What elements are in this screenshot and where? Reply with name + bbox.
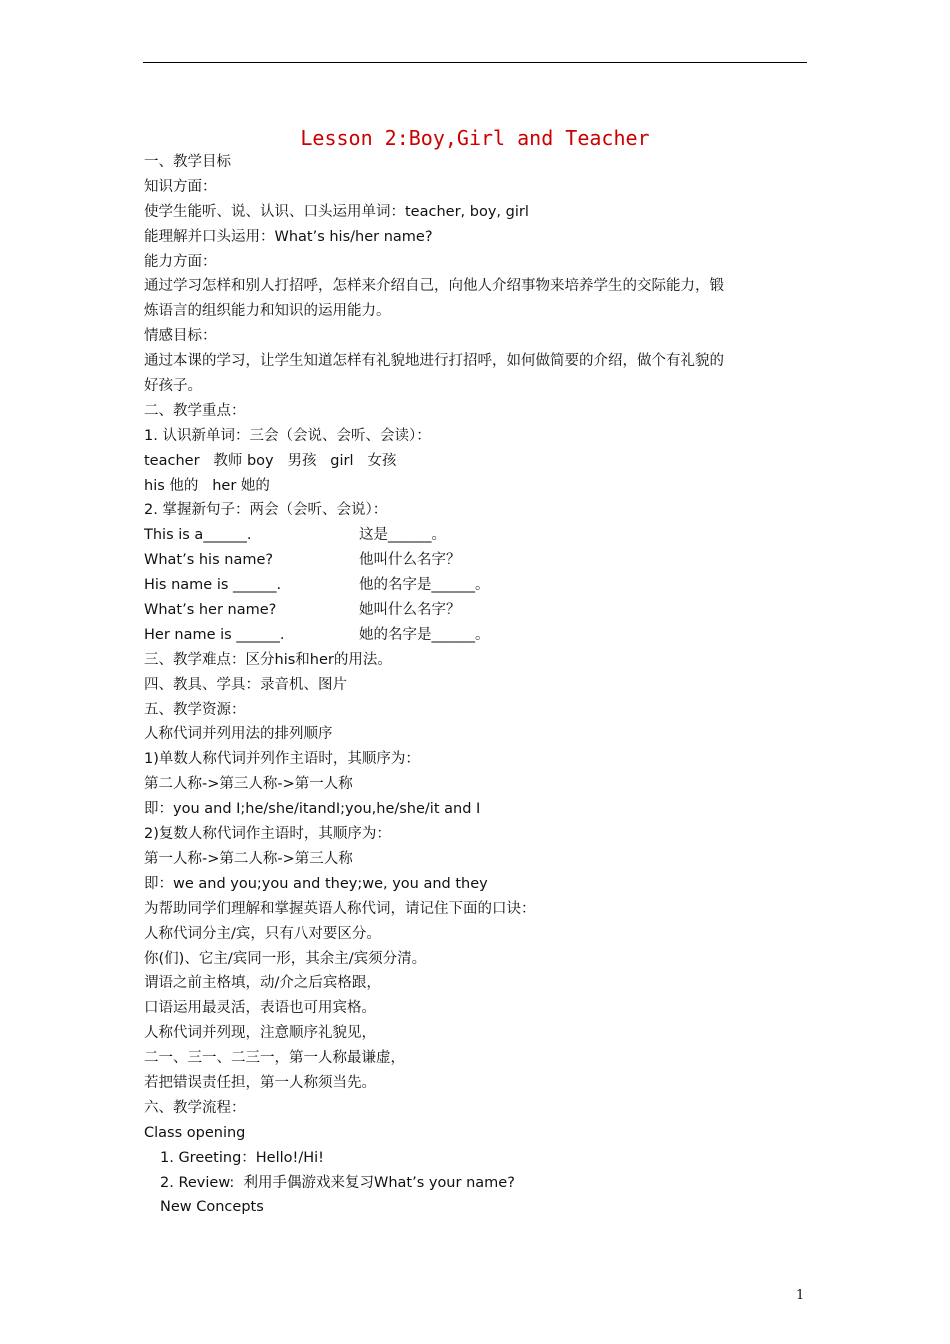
- text-line: his 他的 her 她的: [144, 477, 270, 494]
- text-line: teacher 教师 boy 男孩 girl 女孩: [144, 452, 397, 469]
- text-line: 使学生能听、说、认识、口头运用单词：teacher, boy, girl: [144, 203, 529, 220]
- text-line: Class opening: [144, 1124, 246, 1141]
- text-line: 知识方面：: [144, 178, 217, 195]
- text-line: 三、教学难点：区分his和her的用法。: [144, 651, 392, 668]
- sentence-row: [144, 598, 808, 623]
- sentence-en: What’s his name?: [144, 552, 274, 569]
- text-line: 1. Greeting：Hello!/Hi!: [160, 1149, 324, 1166]
- sentence-en: Her name is ______.: [144, 626, 285, 643]
- sentence-row: [144, 623, 808, 648]
- text-line: 通过本课的学习，让学生知道怎样有礼貌地进行打招呼，如何做简要的介绍，做个有礼貌的: [144, 353, 724, 370]
- text-line: 为帮助同学们理解和掌握英语人称代词，请记住下面的口诀：: [144, 900, 536, 917]
- text-line: 情感目标：: [144, 328, 217, 345]
- text-line: 1)单数人称代词并列作主语时，其顺序为：: [144, 751, 420, 768]
- text-line: 若把错误责任担，第一人称须当先。: [144, 1074, 376, 1091]
- text-line: 人称代词并列现，注意顺序礼貌见，: [144, 1025, 376, 1042]
- text-line: 能力方面：: [144, 253, 217, 270]
- text-line: 二一、三一、二三一，第一人称最谦虚，: [144, 1050, 405, 1067]
- text-line: 六、教学流程：: [144, 1099, 246, 1116]
- text-line: 即：we and you;you and they;we, you and they: [144, 875, 488, 892]
- text-line: 二、教学重点：: [144, 402, 246, 419]
- text-line: 第一人称->第二人称->第三人称: [144, 850, 353, 867]
- sentence-en: His name is ______.: [144, 577, 282, 594]
- sentence-row: [144, 573, 808, 598]
- text-line: 1. 认识新单词：三会（会说、会听、会读）：: [144, 427, 431, 444]
- sentence-row: [144, 523, 808, 548]
- text-line: 能理解并口头运用：What’s his/her name?: [144, 228, 433, 245]
- sentence-zh: 他的名字是______。: [359, 577, 490, 594]
- text-line: 2)复数人称代词作主语时，其顺序为：: [144, 826, 391, 843]
- sentence-row: [144, 548, 808, 573]
- text-line: 一、教学目标: [144, 154, 231, 170]
- text-line: New Concepts: [160, 1199, 264, 1216]
- document-body: [144, 150, 808, 1220]
- text-line: 口语运用最灵活，表语也可用宾格。: [144, 1000, 376, 1017]
- text-line: 好孩子。: [144, 378, 202, 395]
- sentence-zh: 她的名字是______。: [359, 626, 490, 643]
- header-rule: [143, 62, 807, 63]
- page-number: 1: [796, 1288, 805, 1303]
- text-line: 你(们)、它主/宾同一形，其余主/宾须分清。: [144, 950, 427, 967]
- sentence-en: This is a______.: [144, 527, 252, 544]
- text-line: 四、教具、学具：录音机、图片: [144, 676, 347, 693]
- sentence-zh: 她叫什么名字？: [359, 602, 461, 619]
- text-line: 2. 掌握新句子：两会（会听、会说）：: [144, 502, 388, 519]
- sentence-zh: 这是______。: [359, 527, 446, 544]
- text-line: 五、教学资源：: [144, 701, 246, 718]
- text-line: 人称代词并列用法的排列顺序: [144, 726, 333, 743]
- sentence-zh: 他叫什么名字？: [359, 552, 461, 569]
- text-line: 2. Review: 利用手偶游戏来复习What’s your name?: [160, 1174, 515, 1191]
- text-line: 炼语言的组织能力和知识的运用能力。: [144, 303, 391, 320]
- sentence-en: What’s her name?: [144, 602, 277, 619]
- text-line: 即：you and I;he/she/itandI;you,he/she/it and I: [144, 801, 481, 818]
- lesson-title: Lesson 2:Boy,Girl and Teacher: [300, 126, 650, 150]
- text-line: 通过学习怎样和别人打招呼，怎样来介绍自己，向他人介绍事物来培养学生的交际能力，锻: [144, 278, 724, 295]
- text-line: 人称代词分主/宾，只有八对要区分。: [144, 925, 381, 942]
- text-line: 第二人称->第三人称->第一人称: [144, 776, 353, 793]
- text-line: 谓语之前主格填，动/介之后宾格跟，: [144, 975, 381, 992]
